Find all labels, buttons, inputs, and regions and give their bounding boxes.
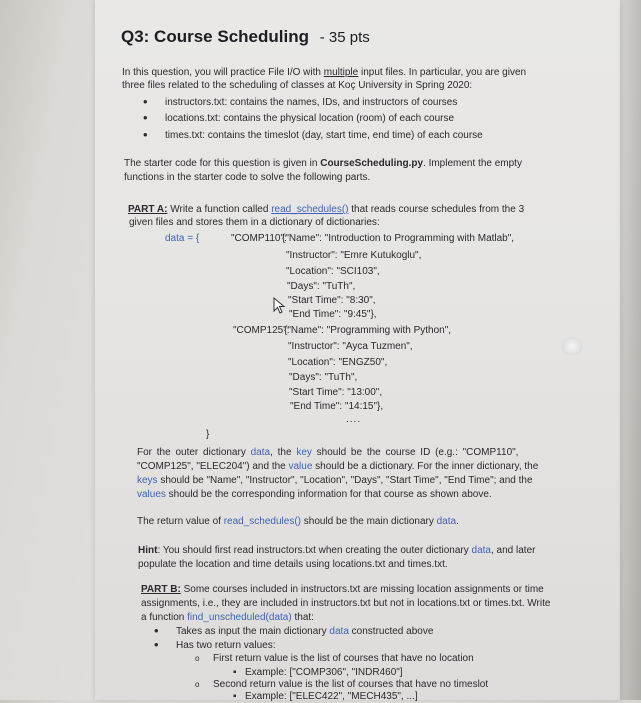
ellipsis: ....: [346, 414, 362, 425]
comp125-line-1: "Instructor": "Ayca Tuzmen",: [288, 341, 413, 352]
title-text: Q3: Course Scheduling: [121, 27, 309, 46]
starter-filename: CourseScheduling.py: [320, 158, 424, 169]
intro-line-2: three files related to the scheduling of classes at Koç University in Spring 2020:: [122, 80, 473, 91]
comp110-line-3: "Days": "TuTh",: [287, 281, 356, 292]
explain-line-1: For the outer dictionary data, the key should be the course ID (e.g.: "COMP110",: [137, 447, 519, 458]
mouse-pointer-icon: [273, 297, 287, 315]
comp110-line-5: "End Time": "9:45"},: [289, 309, 377, 320]
comp110-key: "COMP110":: [231, 233, 287, 244]
return-value-2-example: ▪ Example: ["ELEC422", "MECH435", ...]: [245, 690, 418, 703]
part-b-label: PART B:: [141, 584, 181, 595]
part-b-line-1: PART B: Some courses included in instructors.txt are missing location assignments or time: [141, 584, 544, 595]
file-item-times: • times.txt: contains the timeslot (day, start time, end time) of each course: [165, 129, 483, 142]
comp125-line-2: "Location": "ENGZ50",: [288, 357, 388, 368]
comp110-line-0: {"Name": "Introduction to Programming with Matlab",: [282, 233, 515, 244]
starter-line-2: functions in the starter code to solve the following parts.: [124, 172, 371, 183]
comp125-line-3: "Days": "TuTh",: [289, 372, 358, 383]
glare-spot: [561, 337, 583, 355]
hint-line-2: populate the location and time details using locations.txt and times.txt.: [138, 559, 448, 570]
intro-line-1: In this question, you will practice File I/O with multiple input files. In particular, you are given: [122, 67, 527, 78]
data-open: data = {: [165, 233, 200, 244]
points-text: - 35 pts: [319, 29, 370, 46]
comp110-line-2: "Location": "SCI103",: [286, 266, 380, 277]
file-item-instructors: • instructors.txt: contains the names, IDs, and instructors of courses: [165, 96, 457, 109]
part-b-bullet-2: • Has two return values:: [176, 639, 276, 652]
explain-line-3: keys should be "Name", "Instructor", "Location", "Days", "Start Time", "End Time"; and the: [137, 475, 533, 486]
part-b-line-2: assignments, i.e., they are included in instructors.txt but not in locations.txt or times.txt. Write: [141, 598, 551, 609]
points-label: [320, 29, 370, 46]
multiple-underlined: multiple: [323, 67, 359, 78]
part-a-line-2: given files and stores them in a dictionary of dictionaries:: [129, 217, 380, 228]
starter-line-1: The starter code for this question is given in CourseScheduling.py. Implement the empty: [124, 158, 522, 169]
explain-line-4: values should be the corresponding information for that course as shown above.: [137, 489, 492, 500]
find-unscheduled-func: find_unscheduled(: [187, 612, 269, 623]
page-shadow: [616, 0, 641, 700]
question-title: [121, 27, 370, 47]
return-value-1-example: ▪ Example: ["COMP306", "INDR460"]: [245, 666, 403, 679]
explain-line-2: "COMP125", "ELEC204") and the value should be a dictionary. For the inner dictionary, the: [137, 461, 539, 472]
comp110-line-1: "Instructor": "Emre Kutukoglu",: [286, 250, 422, 261]
comp125-line-0: {"Name": "Programming with Python",: [284, 325, 452, 336]
read-schedules-func: read_schedules(): [271, 204, 349, 215]
part-a-line-1: PART A: Write a function called read_schedules() that reads course schedules from the 3: [128, 204, 525, 215]
comp125-line-4: "Start Time": "13:00",: [289, 387, 383, 398]
hint-line-1: Hint: You should first read instructors.txt when creating the outer dictionary data, and later: [138, 545, 536, 556]
comp125-line-5: "End Time": "14:15"},: [290, 401, 384, 412]
part-b-bullet-1: • Takes as input the main dictionary data constructed above: [176, 625, 433, 638]
comp125-key: "COMP125":: [233, 325, 290, 336]
comp110-line-4: "Start Time": "8:30",: [288, 295, 376, 306]
part-b-line-3: a function find_unscheduled(data) that:: [141, 612, 314, 623]
return-value-1: o First return value is the list of courses that have no location: [213, 652, 474, 665]
file-item-locations: • locations.txt: contains the physical location (room) of each course: [165, 112, 454, 125]
return-line: The return value of read_schedules() should be the main dictionary data.: [137, 516, 459, 527]
return-value-2: o Second return value is the list of courses that have no timeslot: [213, 678, 488, 691]
data-close: }: [206, 429, 210, 440]
hint-label: Hint: [138, 545, 158, 556]
part-a-label: PART A:: [128, 204, 168, 215]
